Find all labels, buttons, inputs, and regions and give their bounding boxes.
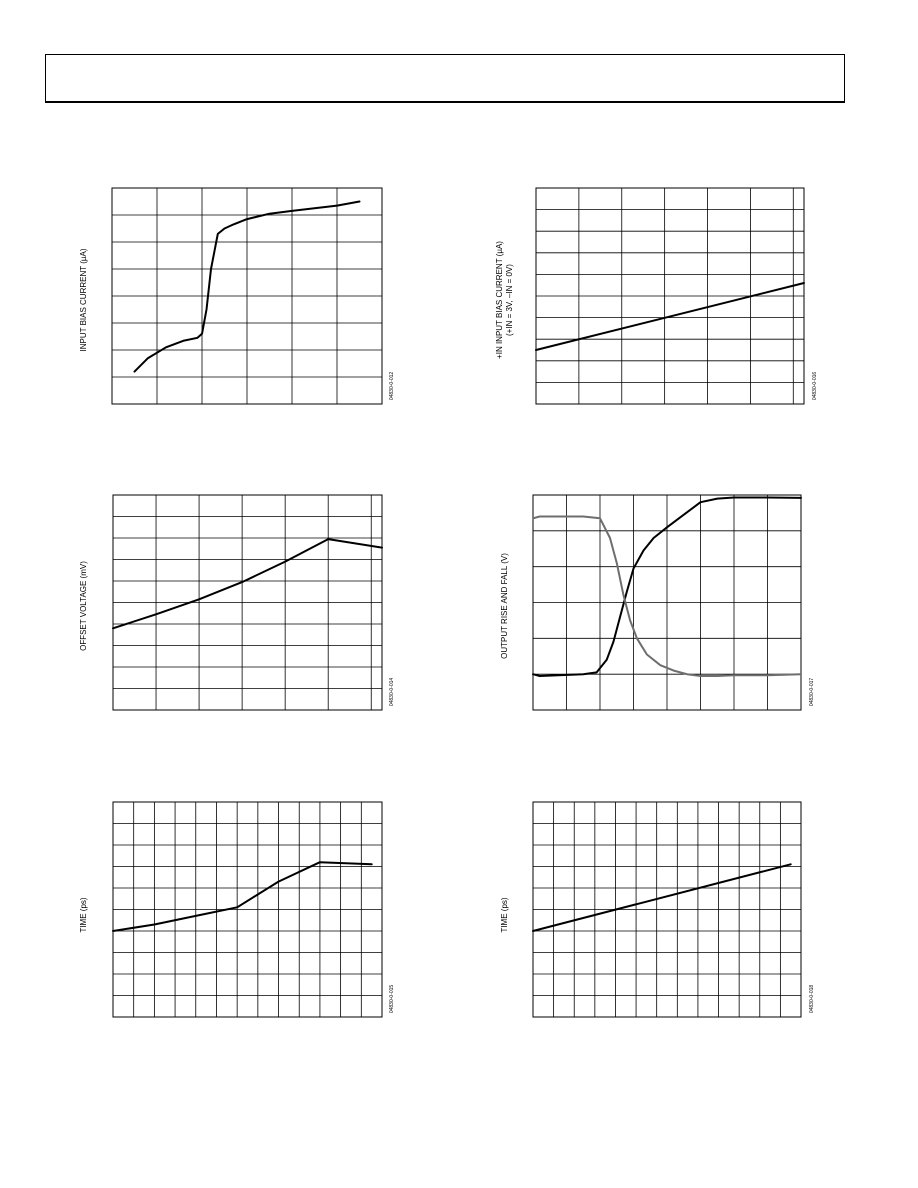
- chart-time-ps-2: [485, 795, 825, 1035]
- chart-plus-in-input-bias-current: [485, 180, 825, 420]
- chart-output-rise-and-fall: [485, 488, 825, 728]
- series-line: [113, 539, 382, 628]
- page-header-box: [45, 54, 845, 103]
- y-axis-label: OUTPUT RISE AND FALL (V): [500, 553, 509, 659]
- figure-id: 04830-0-017: [809, 677, 815, 707]
- y-axis-label: TIME (ps): [79, 897, 88, 933]
- figure-id: 04830-0-018: [809, 984, 815, 1014]
- chart-offset-voltage: [70, 488, 410, 728]
- figure-id: 04830-0-014: [389, 677, 395, 707]
- plot-area: [113, 495, 382, 710]
- plot-area: [536, 188, 804, 404]
- plot-area: [533, 495, 801, 710]
- plot-area: [113, 802, 382, 1017]
- series-line: [533, 864, 791, 931]
- y-axis-label: TIME (ps): [500, 897, 509, 933]
- figure-id: 04830-0-012: [389, 371, 395, 401]
- plot-area: [533, 802, 801, 1017]
- chart-input-bias-current: [70, 180, 410, 420]
- y-axis-label: INPUT BIAS CURRENT (µA): [79, 248, 88, 352]
- series-line: [536, 283, 804, 350]
- figure-id: 04830-0-015: [389, 984, 395, 1014]
- y-axis-label: OFFSET VOLTAGE (mV): [79, 561, 88, 651]
- chart-time-ps-1: [70, 795, 410, 1035]
- figure-id: 04830-0-016: [812, 371, 818, 401]
- series-line: [113, 862, 372, 931]
- plot-area: [112, 188, 382, 404]
- y-axis-label: +IN INPUT BIAS CURRENT (µA) (+IN = 3V, –IN = 0V): [495, 241, 514, 359]
